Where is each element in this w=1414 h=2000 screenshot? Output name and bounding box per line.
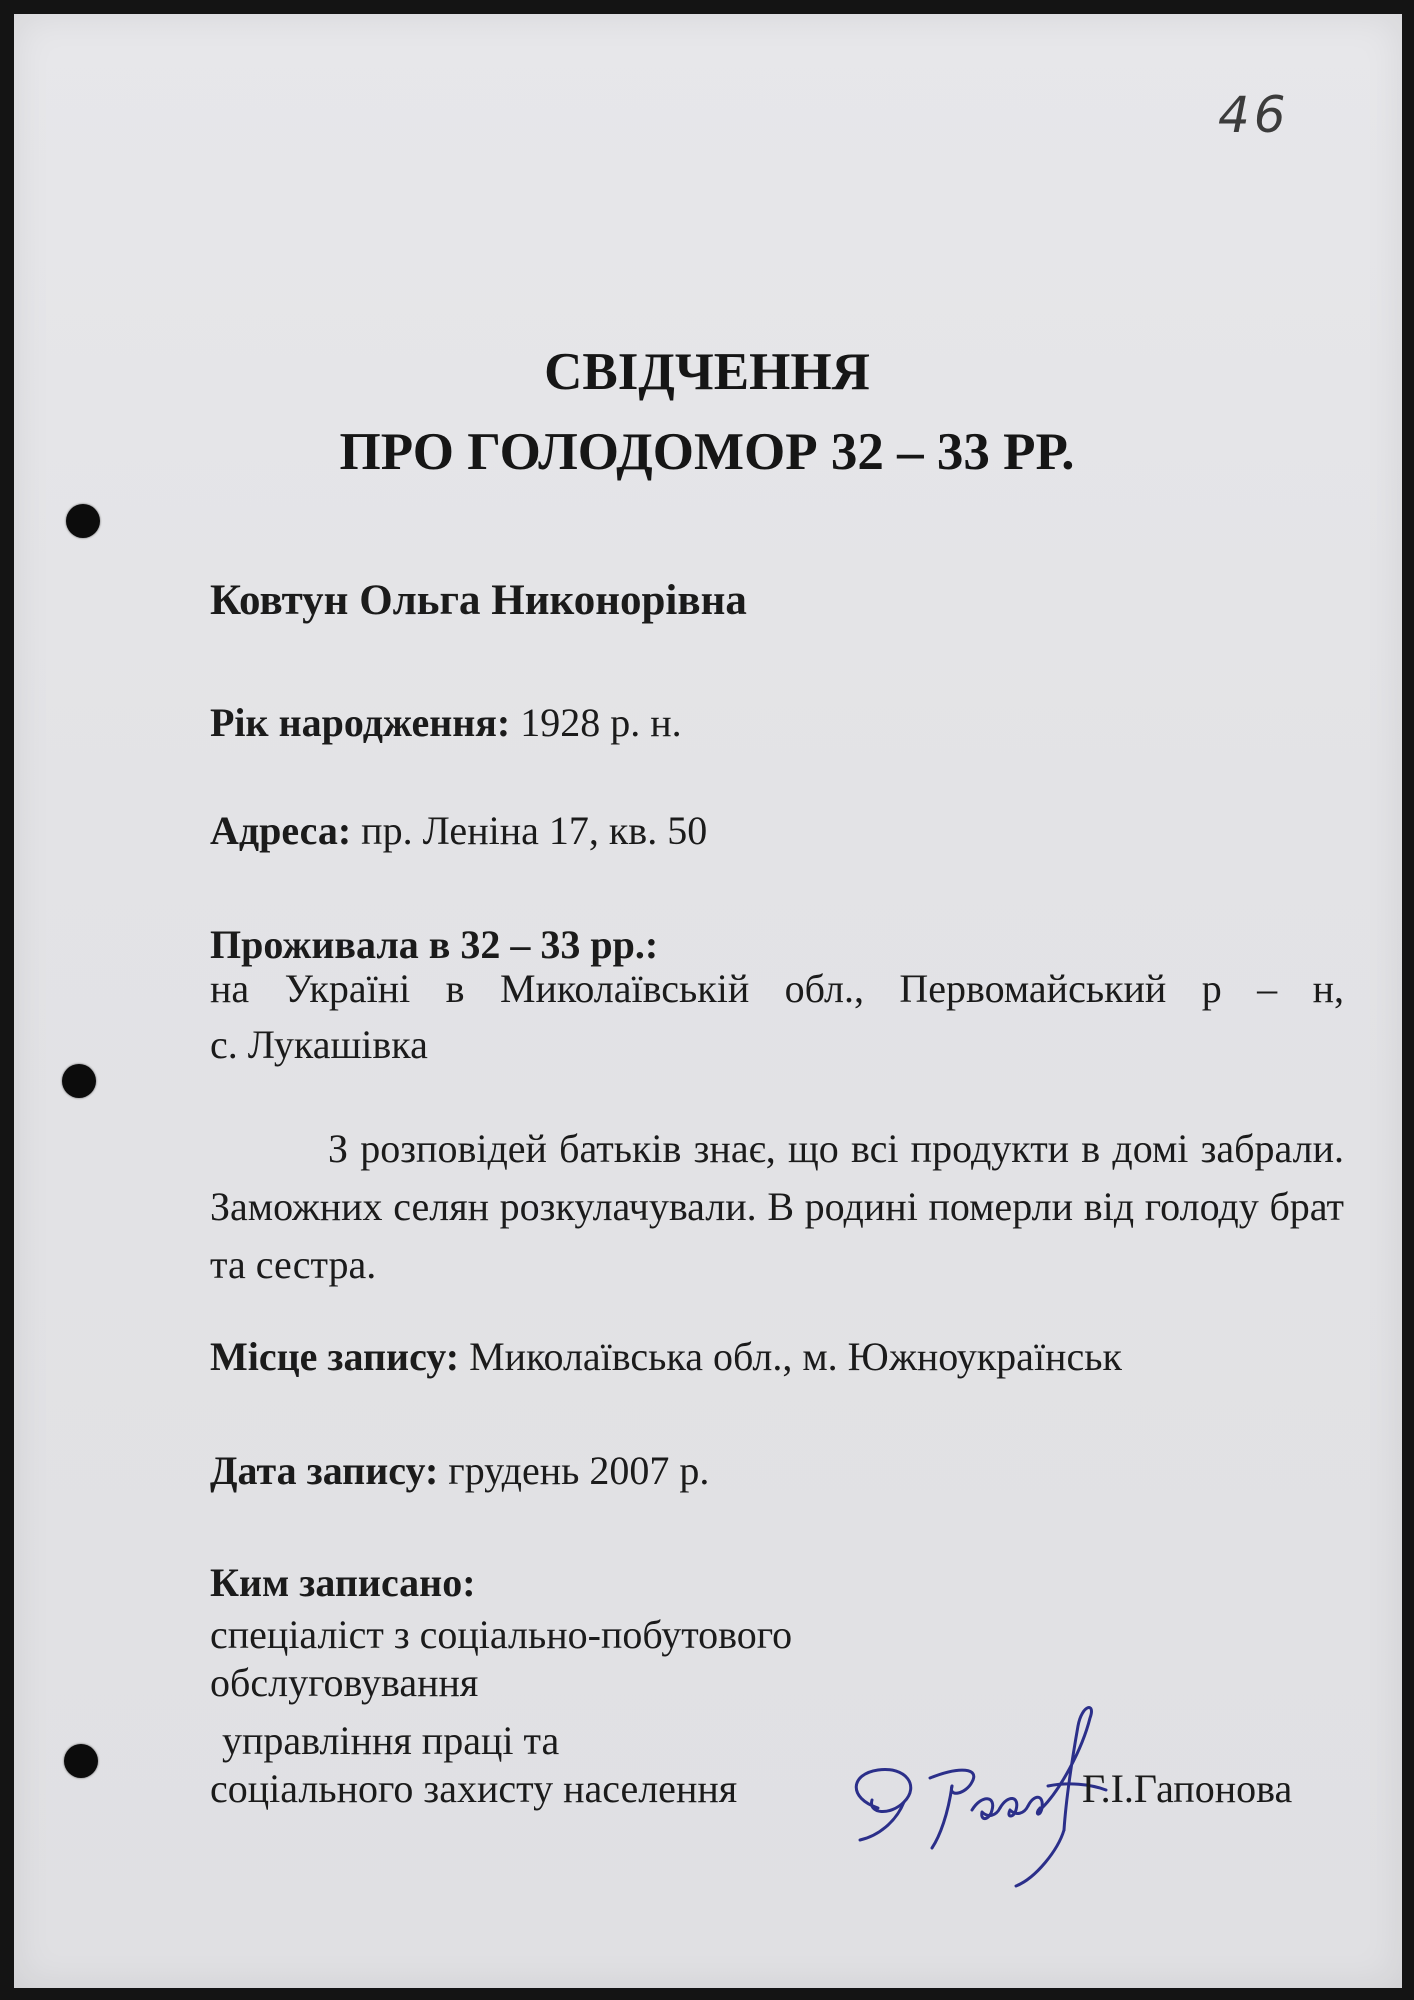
recorded-by-line: обслуговування xyxy=(210,1660,479,1705)
record-date-row xyxy=(210,1448,709,1494)
residence-value-line: на Україні в Миколаївській обл., Первомайський р – н, xyxy=(210,966,1344,1011)
document-title: СВІДЧЕННЯ xyxy=(544,343,870,401)
document-subtitle: ПРО ГОЛОДОМОР 32 – 33 РР. xyxy=(339,423,1075,481)
record-place-label: Місце запису: xyxy=(210,1334,460,1379)
recorded-by-line: управління праці та xyxy=(222,1718,560,1763)
recorded-by-line: спеціаліст з соціально-побутового xyxy=(210,1612,793,1657)
testimony-text: З розповідей батьків знає, що всі продукти в домі забрали. Заможних селян розкулачували. В родині померли від голоду брат та сестра. xyxy=(210,1126,1344,1287)
handwritten-page-number: 46 xyxy=(1218,86,1290,144)
birth-year-value: 1928 р. н. xyxy=(520,700,682,745)
address-value: пр. Леніна 17, кв. 50 xyxy=(361,808,708,853)
residence-label: Проживала в 32 – 33 рр.: xyxy=(210,922,659,967)
punch-hole xyxy=(66,504,100,538)
record-date-label: Дата запису: xyxy=(210,1448,439,1493)
record-date-value: грудень 2007 р. xyxy=(448,1448,710,1493)
recorded-by-label: Ким записано: xyxy=(210,1560,476,1605)
record-place-row xyxy=(210,1334,1122,1380)
residence-value-line: с. Лукашівка xyxy=(210,1022,428,1067)
birth-year-label: Рік народження: xyxy=(210,700,511,745)
punch-hole xyxy=(64,1744,98,1778)
address-row xyxy=(210,808,707,854)
recorded-by-line: соціального захисту населення xyxy=(210,1766,738,1811)
address-label: Адреса: xyxy=(210,808,352,853)
birth-year-row xyxy=(210,700,682,746)
record-place-value: Миколаївська обл., м. Южноукраїнськ xyxy=(469,1334,1122,1379)
signer-name: Г.І.Гапонова xyxy=(1082,1766,1293,1811)
witness-name: Ковтун Ольга Никонорівна xyxy=(210,577,747,624)
punch-hole xyxy=(62,1064,96,1098)
